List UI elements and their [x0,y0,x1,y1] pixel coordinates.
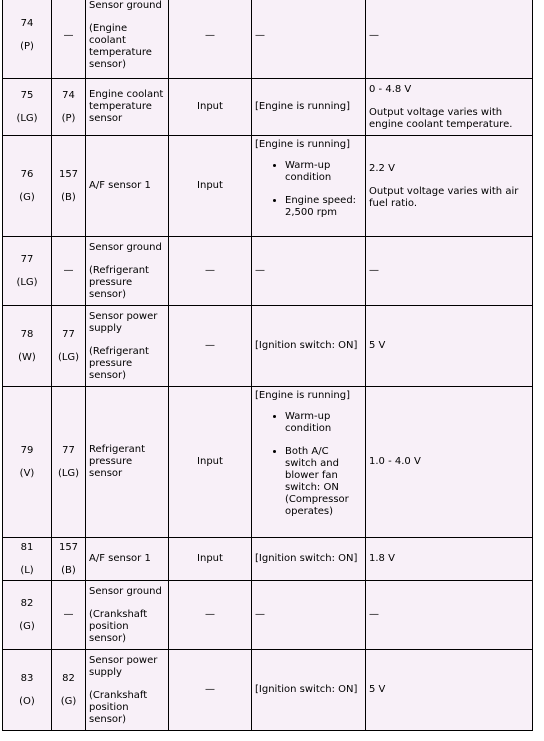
wire-color: (V) [19,467,35,479]
description-text: Refrigerant pressure sensor [89,444,146,479]
condition-text: [Engine is running] [255,139,351,150]
value-text: — [369,265,379,276]
ecm-terminal-table [2,0,533,731]
wire-color: (LG) [16,276,38,288]
wire-color: (LG) [57,351,80,363]
terminal-minus-cell [52,581,86,650]
wire-color: (LG) [57,467,80,479]
terminal-minus-cell [52,136,86,237]
table-row [3,538,533,581]
signal-type: — [205,265,215,276]
empty-dash: — [63,609,74,620]
signal-type: Input [197,553,223,564]
condition-text: [Ignition switch: ON] [255,553,358,564]
value-cell [366,650,533,731]
description-text: Sensor power supply [89,654,158,678]
terminal-plus-cell [3,538,52,581]
terminal-number: 157 [58,541,79,553]
value-text: 5 V [369,340,386,351]
terminal-minus-cell [52,538,86,581]
condition-text: — [255,609,265,620]
value-cell [366,237,533,306]
terminal-plus-cell [3,306,52,387]
condition-text: [Engine is running] [255,101,351,112]
terminal-plus-cell [3,387,52,538]
description-text: Sensor ground [89,585,162,597]
wire-color: (O) [19,695,35,707]
description-cell [86,581,169,650]
terminal-minus-cell [52,237,86,306]
signal-cell [169,0,252,79]
wire-color: (B) [61,564,76,576]
table-row [3,650,533,731]
condition-list [255,411,362,518]
table-row [3,79,533,136]
table-row [3,581,533,650]
terminal-plus-cell [3,650,52,731]
condition-text: [Engine is running] [255,390,351,401]
signal-type: Input [197,180,223,191]
value-text: — [369,609,379,620]
signal-type: Input [197,456,223,467]
value-cell [366,136,533,237]
terminal-minus-cell [52,0,86,79]
condition-text: [Ignition switch: ON] [255,684,358,695]
description-text: Sensor power supply [89,310,158,334]
condition-text: — [255,265,265,276]
terminal-number: 157 [58,168,79,180]
value-cell [366,0,533,79]
terminal-minus-cell [52,387,86,538]
description-subtext: (Crankshaft position sensor) [89,689,148,725]
table-row [3,387,533,538]
signal-cell [169,79,252,136]
terminal-number: 75 [20,89,34,101]
condition-list [255,160,362,219]
empty-dash: — [63,29,74,41]
description-subtext: (Refrigerant pressure sensor) [89,345,149,381]
terminal-plus-cell [3,237,52,306]
wire-color: (B) [61,191,76,203]
description-text: A/F sensor 1 [89,553,151,564]
terminal-number: 83 [20,672,34,684]
value-text: 0 - 4.8 V [369,83,412,95]
signal-type: — [205,29,215,41]
wire-color: (LG) [16,112,38,124]
signal-cell [169,306,252,387]
description-subtext: (Crankshaft position sensor) [89,608,148,644]
terminal-minus-cell [52,650,86,731]
terminal-number: 82 [62,672,75,684]
terminal-plus-cell [3,0,52,79]
wire-color: (W) [18,351,36,363]
description-cell [86,650,169,731]
signal-cell [169,136,252,237]
value-cell [366,581,533,650]
terminal-number: 74 [62,89,75,101]
condition-text: [Ignition switch: ON] [255,340,358,351]
value-text: 1.0 - 4.0 V [369,456,421,467]
value-text: 2.2 V [369,162,395,174]
condition-cell [252,136,366,237]
condition-cell [252,79,366,136]
table-body [3,0,533,731]
wire-color: (G) [19,620,35,632]
wire-color: (P) [20,41,34,52]
signal-cell [169,538,252,581]
wire-color: (L) [20,564,34,576]
terminal-plus-cell [3,136,52,237]
terminal-minus-cell [52,306,86,387]
value-cell [366,387,533,538]
description-cell [86,387,169,538]
condition-text: — [255,29,265,41]
value-cell [366,79,533,136]
condition-item: • Both A/C switch and blower fan switch: ON (Compressor operates) [285,446,362,518]
description-text: Sensor ground [89,241,162,253]
terminal-minus-cell [52,79,86,136]
terminal-number: 77 [62,328,75,340]
description-cell [86,237,169,306]
terminal-number: 82 [20,597,34,609]
signal-cell [169,237,252,306]
signal-type: — [205,609,215,620]
terminal-number: 74 [20,18,34,29]
value-cell [366,538,533,581]
table-row [3,306,533,387]
signal-cell [169,650,252,731]
condition-cell [252,237,366,306]
empty-dash: — [63,265,74,276]
terminal-plus-cell [3,79,52,136]
condition-cell [252,0,366,79]
terminal-number: 78 [20,328,34,340]
table-row [3,0,533,79]
terminal-number: 77 [62,444,75,456]
condition-item: • Warm-up condition [285,160,362,184]
value-text: — [369,29,379,41]
signal-cell [169,387,252,538]
value-cell [366,306,533,387]
value-note: Output voltage varies with engine coolant temperature. [369,106,513,130]
condition-item: • Warm-up condition [285,411,362,435]
signal-cell [169,581,252,650]
description-subtext: (Engine coolant temperature sensor) [89,23,152,70]
value-note: Output voltage varies with air fuel ratio. [369,185,519,209]
signal-type: — [205,684,215,695]
terminal-number: 76 [20,168,34,180]
condition-cell [252,387,366,538]
description-cell [86,136,169,237]
value-text: 1.8 V [369,553,395,564]
description-cell [86,538,169,581]
signal-type: — [205,340,215,351]
description-text: Engine coolant temperature sensor [89,89,164,124]
condition-item: • Engine speed: 2,500 rpm [285,195,362,219]
condition-cell [252,306,366,387]
terminal-number: 77 [20,253,34,265]
description-subtext: (Refrigerant pressure sensor) [89,264,149,300]
wire-color: (P) [61,112,76,124]
table-row [3,237,533,306]
description-cell [86,306,169,387]
condition-cell [252,538,366,581]
description-cell [86,79,169,136]
signal-type: Input [197,101,223,112]
description-text: Sensor ground [89,0,162,11]
wire-color: (G) [60,695,77,707]
terminal-table-wrapper [2,0,532,731]
value-text: 5 V [369,684,386,695]
condition-cell [252,650,366,731]
terminal-plus-cell [3,581,52,650]
description-cell [86,0,169,79]
table-row [3,136,533,237]
description-text: A/F sensor 1 [89,180,151,191]
terminal-number: 81 [20,541,34,553]
wire-color: (G) [19,191,35,203]
condition-cell [252,581,366,650]
terminal-number: 79 [20,444,34,456]
